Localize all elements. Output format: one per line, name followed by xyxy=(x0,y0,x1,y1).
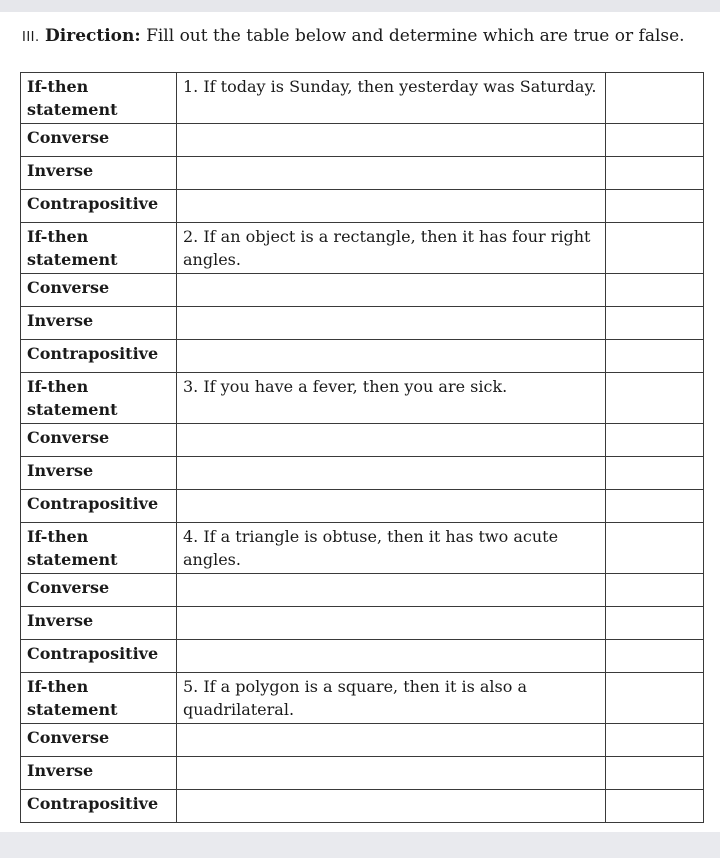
true-false-cell[interactable] xyxy=(606,373,704,424)
answer-cell[interactable] xyxy=(177,607,606,640)
inverse-label: Inverse xyxy=(21,157,177,190)
direction-line xyxy=(22,24,685,50)
top-strip xyxy=(0,0,720,12)
table-row xyxy=(21,274,704,307)
inverse-label: Inverse xyxy=(21,307,177,340)
true-false-cell[interactable] xyxy=(606,574,704,607)
table-row xyxy=(21,124,704,157)
table-row xyxy=(21,424,704,457)
true-false-cell[interactable] xyxy=(606,124,704,157)
if-then-label: If-then statement xyxy=(21,673,177,724)
table-row xyxy=(21,223,704,274)
if-then-label: If-then statement xyxy=(21,523,177,574)
true-false-cell[interactable] xyxy=(606,340,704,373)
answer-cell[interactable] xyxy=(177,340,606,373)
converse-label: Converse xyxy=(21,424,177,457)
if-then-label: If-then statement xyxy=(21,223,177,274)
answer-cell[interactable] xyxy=(177,640,606,673)
if-then-label: If-then statement xyxy=(21,73,177,124)
conditional-statements-table xyxy=(20,72,704,823)
table-row xyxy=(21,307,704,340)
statement-cell: 4. If a triangle is obtuse, then it has two acute angles. xyxy=(177,523,606,574)
true-false-cell[interactable] xyxy=(606,73,704,124)
true-false-cell[interactable] xyxy=(606,490,704,523)
table-row xyxy=(21,73,704,124)
inverse-label: Inverse xyxy=(21,757,177,790)
statement-cell: 2. If an object is a rectangle, then it has four right angles. xyxy=(177,223,606,274)
answer-cell[interactable] xyxy=(177,424,606,457)
contrapositive-label: Contrapositive xyxy=(21,340,177,373)
contrapositive-label: Contrapositive xyxy=(21,640,177,673)
answer-cell[interactable] xyxy=(177,724,606,757)
answer-cell[interactable] xyxy=(177,490,606,523)
table-row xyxy=(21,490,704,523)
table-row xyxy=(21,373,704,424)
true-false-cell[interactable] xyxy=(606,190,704,223)
true-false-cell[interactable] xyxy=(606,640,704,673)
contrapositive-label: Contrapositive xyxy=(21,790,177,823)
true-false-cell[interactable] xyxy=(606,157,704,190)
answer-cell[interactable] xyxy=(177,157,606,190)
converse-label: Converse xyxy=(21,124,177,157)
table-row xyxy=(21,457,704,490)
statement-cell: 5. If a polygon is a square, then it is also a quadrilateral. xyxy=(177,673,606,724)
table-row xyxy=(21,757,704,790)
answer-cell[interactable] xyxy=(177,124,606,157)
true-false-cell[interactable] xyxy=(606,274,704,307)
table-row xyxy=(21,790,704,823)
converse-label: Converse xyxy=(21,574,177,607)
answer-cell[interactable] xyxy=(177,274,606,307)
statement-cell: 3. If you have a fever, then you are sick. xyxy=(177,373,606,424)
contrapositive-label: Contrapositive xyxy=(21,190,177,223)
table-row xyxy=(21,640,704,673)
table-row xyxy=(21,724,704,757)
true-false-cell[interactable] xyxy=(606,607,704,640)
worksheet-page xyxy=(0,12,720,832)
true-false-cell[interactable] xyxy=(606,724,704,757)
answer-cell[interactable] xyxy=(177,457,606,490)
inverse-label: Inverse xyxy=(21,457,177,490)
table-row xyxy=(21,523,704,574)
converse-label: Converse xyxy=(21,274,177,307)
table-row xyxy=(21,340,704,373)
true-false-cell[interactable] xyxy=(606,223,704,274)
answer-cell[interactable] xyxy=(177,190,606,223)
if-then-label: If-then statement xyxy=(21,373,177,424)
true-false-cell[interactable] xyxy=(606,457,704,490)
converse-label: Converse xyxy=(21,724,177,757)
inverse-label: Inverse xyxy=(21,607,177,640)
true-false-cell[interactable] xyxy=(606,424,704,457)
answer-cell[interactable] xyxy=(177,790,606,823)
true-false-cell[interactable] xyxy=(606,673,704,724)
contrapositive-label: Contrapositive xyxy=(21,490,177,523)
true-false-cell[interactable] xyxy=(606,307,704,340)
statement-cell: 1. If today is Sunday, then yesterday was Saturday. xyxy=(177,73,606,124)
answer-cell[interactable] xyxy=(177,757,606,790)
true-false-cell[interactable] xyxy=(606,523,704,574)
section-number: III. xyxy=(22,30,40,45)
table-row xyxy=(21,607,704,640)
direction-text: Fill out the table below and determine which are true or false. xyxy=(146,26,685,46)
direction-label: Direction: xyxy=(45,26,141,46)
table-row xyxy=(21,190,704,223)
answer-cell[interactable] xyxy=(177,574,606,607)
answer-cell[interactable] xyxy=(177,307,606,340)
true-false-cell[interactable] xyxy=(606,790,704,823)
true-false-cell[interactable] xyxy=(606,757,704,790)
table-row xyxy=(21,157,704,190)
table-row xyxy=(21,574,704,607)
table-row xyxy=(21,673,704,724)
